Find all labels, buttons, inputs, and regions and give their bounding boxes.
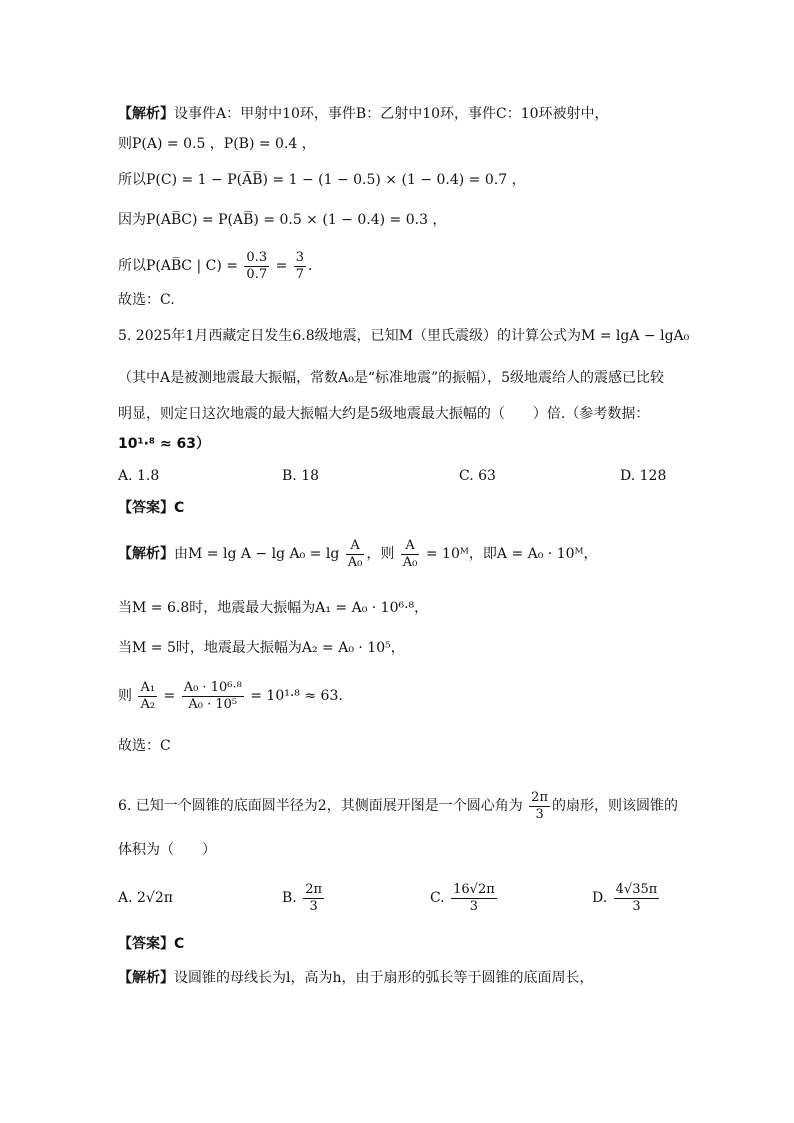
q6-option-c (430, 880, 499, 916)
q4-solution-line4: 因为P(AB̅C) = P(AB̅) = 0.5 × (1 − 0.4) = 0.3 ， (118, 212, 447, 228)
q4-solution-line1 (118, 104, 609, 124)
q4-solution-line2: 则P(A) = 0.5 ，P(B) = 0.4 ， (118, 136, 316, 152)
q6-stem-b: 的扇形，则该圆锥的 (552, 798, 678, 814)
q6-option-a (118, 880, 173, 916)
q5-solution-line3: 当M = 5时，地震最大振幅为A₂ = A₀ · 10⁵， (118, 640, 405, 656)
q4-line5-eq: = (275, 258, 288, 274)
q6-stem-line1 (118, 786, 678, 826)
q4-solution-line3: 所以P(C) = 1 − P(A̅B̅) = 1 − (1 − 0.5) × (1 − 0.4) = 0.7 ， (118, 172, 526, 188)
q5-sol4-frac1-den: A₂ (140, 696, 156, 712)
q5-solution-line2: 当M = 6.8时，地震最大振幅为A₁ = A₀ · 10⁶·⁸， (118, 600, 429, 616)
q6-option-b-fraction (303, 882, 324, 915)
q4-solution-line5 (118, 248, 312, 284)
q5-option-a: A. 1.8 (118, 468, 160, 484)
q4-frac1-den: 0.7 (246, 266, 268, 282)
q6-option-d-label: D. (592, 890, 608, 906)
q4-choice: 故选：C. (118, 292, 175, 308)
q5-sol1-fraction-2 (401, 538, 420, 571)
q6-optd-den: 3 (632, 898, 641, 914)
q5-option-c: C. 63 (459, 468, 496, 484)
q5-stem-line4: 10¹·⁸ ≈ 63） (118, 436, 211, 452)
q6-option-c-label: C. (430, 890, 445, 906)
q6-optd-num: 4√35π (615, 881, 658, 897)
q6-stem-fraction (529, 790, 550, 823)
q6-option-c-fraction (451, 882, 497, 915)
q5-choice: 故选：C (118, 738, 171, 754)
q4-line5-suffix: . (308, 258, 313, 274)
q6-sol1-text: 设圆锥的母线长为l，高为h，由于扇形的弧长等于圆锥的底面周长， (174, 970, 594, 986)
q5-stem-line3: 明显，则定日这次地震的最大振幅大约是5级地震最大振幅的（ ）倍.（参考数据： (118, 406, 650, 422)
q6-stem-a: 6. 已知一个圆锥的底面圆半径为2，其侧面展开图是一个圆心角为 (118, 798, 523, 814)
q5-solution-line1 (118, 534, 598, 574)
q4-line5-prefix: 所以P(AB̅C | C) = (118, 258, 238, 274)
q5-sol1-fraction-1 (346, 538, 365, 571)
q5-sol4-suffix: = 10¹·⁸ ≈ 63. (250, 688, 343, 704)
q5-stem-line1: 5. 2025年1月西藏定日发生6.8级地震，已知M（里氏震级）的计算公式为M = lgA − lgA₀ (118, 328, 690, 344)
q4-frac1-num: 0.3 (246, 249, 268, 265)
q4-fraction-2 (294, 250, 306, 283)
q6-option-d-fraction (614, 882, 660, 915)
q6-solution-line1 (118, 968, 594, 988)
q6-option-a-value: 2√2π (137, 890, 173, 906)
q5-sol1-frac1-den: A₀ (347, 554, 363, 570)
q5-sol4-frac1-num: A₁ (140, 679, 156, 695)
q4-solution-text1: 设事件A：甲射中10环，事件B：乙射中10环，事件C：10环被射中， (174, 106, 609, 122)
q6-option-b-label: B. (282, 890, 297, 906)
q6-optb-num: 2π (305, 881, 323, 897)
q6-stem-line2: 体积为（ ） (118, 842, 216, 858)
solution-tag: 【解析】 (118, 546, 174, 562)
q5-sol4-fraction-1 (138, 680, 157, 713)
q4-fraction-1 (244, 250, 269, 283)
q6-stem-frac-num: 2π (531, 789, 548, 805)
q6-option-d (592, 880, 661, 916)
q5-sol1-c: = 10ᴹ，即A = A₀ · 10ᴹ， (425, 546, 598, 562)
q5-sol1-frac2-den: A₀ (402, 554, 418, 570)
q5-sol1-a: 由M = lg A − lg A₀ = lg (174, 546, 340, 562)
q6-optb-den: 3 (309, 898, 318, 914)
q5-sol4-frac2-num: A₀ · 10⁶·⁸ (183, 679, 242, 695)
q6-optc-num: 16√2π (453, 881, 495, 897)
q6-stem-frac-den: 3 (535, 806, 544, 822)
q6-optc-den: 3 (469, 898, 479, 914)
solution-tag: 【解析】 (118, 970, 174, 986)
q4-frac2-den: 7 (295, 266, 305, 282)
q6-option-a-label: A. (118, 890, 133, 906)
q4-frac2-num: 3 (295, 249, 305, 265)
q6-option-b (282, 880, 326, 916)
q5-sol1-frac2-num: A (401, 538, 420, 555)
q5-sol4-eq: = (163, 688, 176, 704)
q5-option-d: D. 128 (620, 468, 667, 484)
q5-option-b: B. 18 (282, 468, 320, 484)
q5-sol4-fraction-2 (182, 680, 244, 713)
q5-solution-line4 (118, 676, 343, 716)
q5-stem-line2: （其中A是被测地震最大振幅，常数A₀是“标准地震”的振幅），5级地震给人的震感已比较 (118, 370, 665, 386)
q5-answer: 【答案】C (118, 500, 185, 516)
q5-sol4-prefix: 则 (118, 688, 132, 704)
q6-answer: 【答案】C (118, 936, 185, 952)
solution-tag: 【解析】 (118, 106, 174, 122)
q5-sol1-b: ，则 (366, 546, 395, 562)
q5-sol4-frac2-den: A₀ · 10⁵ (188, 696, 238, 712)
q5-sol1-frac1-num: A (346, 538, 365, 555)
